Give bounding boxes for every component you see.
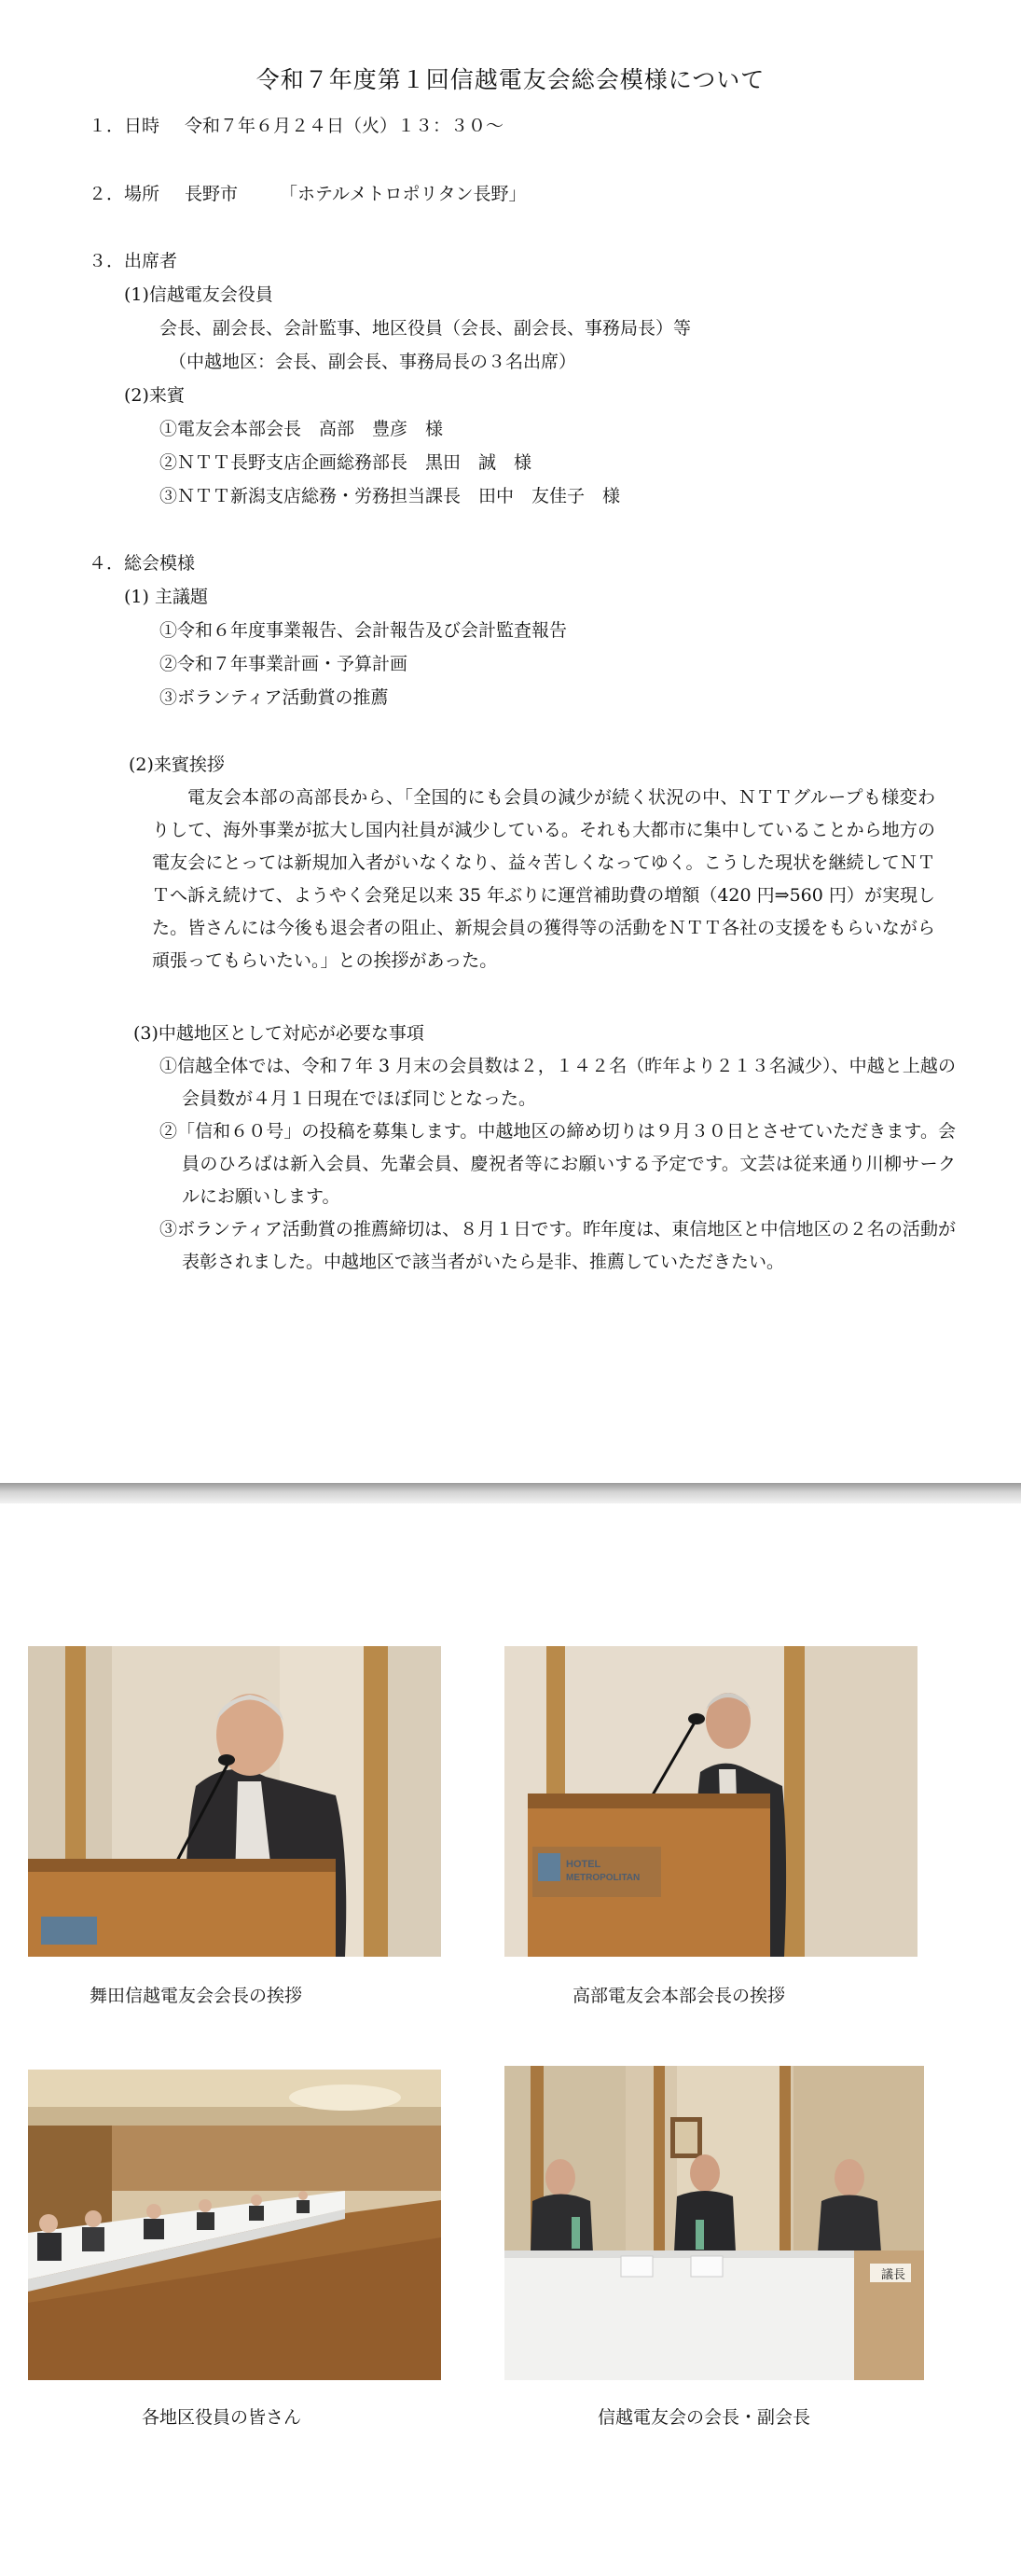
page-divider bbox=[0, 1483, 1021, 1503]
agenda-item: ③ボランティア活動賞の推薦 bbox=[159, 687, 389, 708]
photo-caption: 舞田信越電友会会長の挨拶 bbox=[90, 1986, 303, 2006]
photo-page bbox=[0, 1503, 1021, 2576]
actions-heading: (3)中越地区として対応が必要な事項 bbox=[133, 1023, 424, 1044]
guest-item: ①電友会本部会長 高部 豊彦 様 bbox=[159, 419, 444, 439]
guests-heading: (2)来賓 bbox=[124, 385, 185, 406]
table-card-text: 議長 bbox=[881, 2268, 906, 2282]
meeting-heading: ４．総会模様 bbox=[89, 553, 196, 574]
photo-chairman-vice-chairmen bbox=[504, 2066, 924, 2380]
officers-heading: (1)信越電友会役員 bbox=[124, 284, 273, 305]
photo-hq-president-speech bbox=[504, 1646, 918, 1957]
photo-district-officers bbox=[28, 2070, 441, 2380]
guest-item: ③ＮＴＴ新潟支店総務・労務担当課長 田中 友佳子 様 bbox=[159, 486, 621, 506]
photo-caption: 高部電友会本部会長の挨拶 bbox=[573, 1986, 786, 2006]
officers-line: 会長、副会長、会計監事、地区役員（会長、副会長、事務局長）等 bbox=[159, 318, 692, 339]
officers-note: （中越地区：会長、副会長、事務局長の３名出席） bbox=[169, 352, 577, 372]
agenda-item: ①令和６年度事業報告、会計報告及び会計監査報告 bbox=[159, 620, 568, 641]
venue-label: ２．場所 bbox=[89, 184, 160, 204]
action-item: ①信越全体では、令和７年 3 月末の会員数は２，１４２名（昨年より２１３名減少）、中越と上越の会員数が４月１日現在でほぼ同じとなった。 bbox=[159, 1056, 956, 1109]
podium-sign-text: HOTEL bbox=[566, 1859, 601, 1870]
venue-city: 長野市 bbox=[185, 184, 239, 204]
photo-caption: 信越電友会の会長・副会長 bbox=[598, 2407, 811, 2428]
date-label: １．日時 bbox=[89, 116, 160, 136]
date-value: 令和７年６月２４日（火）１３：３０～ bbox=[185, 116, 504, 136]
photo-chairman-speech bbox=[28, 1646, 441, 1957]
attendees-heading: ３．出席者 bbox=[89, 251, 178, 271]
guest-item: ②ＮＴＴ長野支店企画総務部長 黒田 誠 様 bbox=[159, 452, 532, 473]
greeting-heading: (2)来賓挨拶 bbox=[129, 755, 225, 775]
greeting-text: 電友会本部の高部長から、「全国的にも会員の減少が続く状況の中、ＮＴＴグループも様変わりして、海外事業が拡大し国内社員が減少している。それも大都市に集中していることから地方の電友会にとっては新規加入者がいなくなり、益々苦しくなってゆく。こうした現状を継続してＮＴＴへ訴え続けて、ようやく会発足以来 35 年ぶりに運営補助費の増額（420 円⇒560 円）が実現した。皆さんには今後も退会者の阻止、新規会員の獲得等の活動をＮＴＴ各社の支援をもらいながら頑張ってもらいたい。」との挨拶があった。 bbox=[152, 787, 935, 971]
agenda-item: ②令和７年事業計画・予算計画 bbox=[159, 654, 408, 674]
action-item: ②「信和６０号」の投稿を募集します。中越地区の締め切りは９月３０日とさせていただきます。会員のひろばは新入会員、先輩会員、慶祝者等にお願いする予定です。文芸は従来通り川柳サークルにお願いします。 bbox=[159, 1121, 956, 1207]
agenda-heading: (1) 主議題 bbox=[124, 587, 208, 607]
podium-sign-text: METROPOLITAN bbox=[566, 1873, 641, 1883]
photo-caption: 各地区役員の皆さん bbox=[142, 2407, 302, 2428]
venue-name: 「ホテルメトロポリタン長野」 bbox=[280, 184, 527, 204]
action-item: ③ボランティア活動賞の推薦締切は、８月１日です。昨年度は、東信地区と中信地区の２名の活動が表彰されました。中越地区で該当者がいたら是非、推薦していただきたい。 bbox=[159, 1219, 956, 1272]
page-title: 令和７年度第１回信越電友会総会模様について bbox=[255, 66, 766, 93]
